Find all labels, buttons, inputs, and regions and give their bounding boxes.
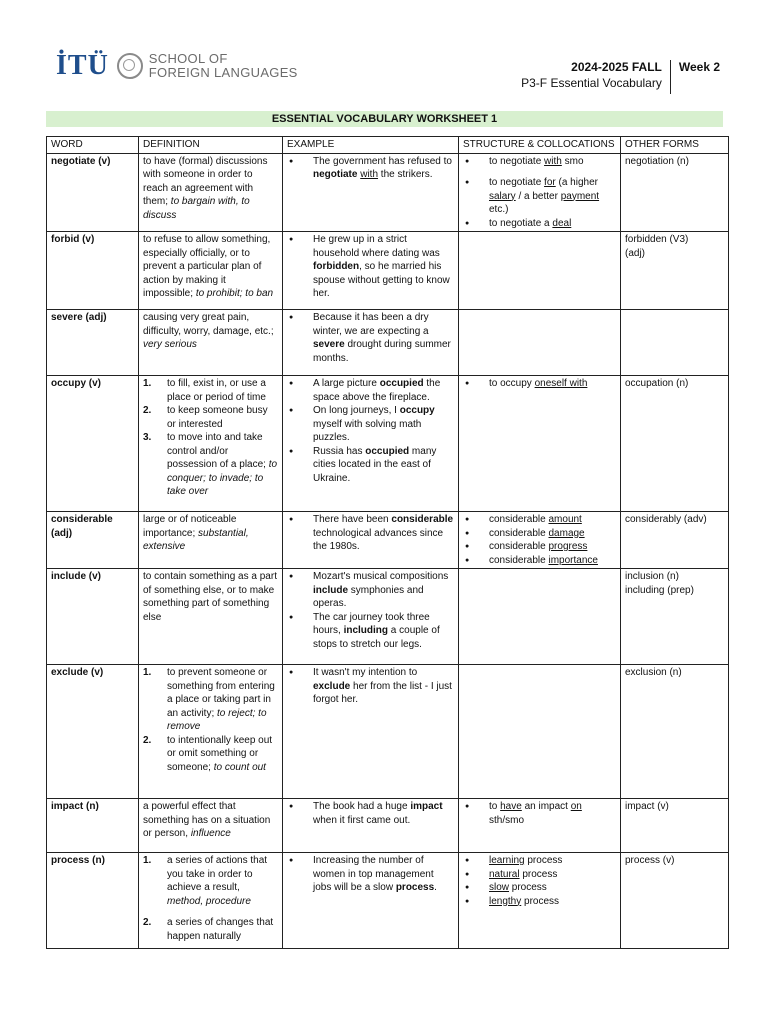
structure-cell bbox=[459, 153, 621, 232]
definition-item bbox=[143, 404, 278, 431]
other-forms-cell bbox=[621, 512, 729, 569]
word-cell: include (v) bbox=[47, 569, 139, 665]
definition-number: 1. bbox=[143, 855, 152, 866]
column-header-definition: DEFINITION bbox=[139, 137, 283, 154]
text-run: myself with solving math puzzles. bbox=[313, 418, 422, 443]
text-run: considerable bbox=[489, 554, 549, 566]
example-item-text bbox=[313, 570, 454, 611]
collocation-item bbox=[463, 895, 616, 909]
table-row bbox=[47, 512, 729, 569]
week-label: Week 2 bbox=[678, 60, 720, 74]
collocation-item-text bbox=[489, 881, 547, 895]
bullet-icon: ● bbox=[465, 884, 470, 891]
text-run: considerable bbox=[489, 514, 549, 525]
example-cell bbox=[283, 512, 459, 569]
bullet-icon: ● bbox=[289, 803, 294, 810]
other-form: including (prep) bbox=[625, 584, 694, 596]
definition-item-text bbox=[167, 431, 278, 499]
text-run: to keep someone busy or interested bbox=[167, 405, 268, 430]
example-item bbox=[287, 377, 454, 404]
text-run: He grew up in a strict household where dating was bbox=[313, 234, 440, 259]
text-run: deal bbox=[552, 217, 572, 229]
word-cell: exclude (v) bbox=[47, 665, 139, 799]
text-run: on bbox=[570, 801, 582, 812]
text-run: influence bbox=[190, 828, 231, 839]
text-run: process bbox=[519, 868, 558, 880]
example-item-text bbox=[313, 611, 454, 652]
structure-cell bbox=[459, 310, 621, 376]
bullet-icon: ● bbox=[289, 516, 294, 523]
table-row bbox=[47, 310, 729, 376]
other-form: (adj) bbox=[625, 247, 646, 259]
definition-item bbox=[143, 431, 278, 499]
example-cell bbox=[283, 569, 459, 665]
collocation-item bbox=[463, 554, 616, 568]
school-logo bbox=[56, 52, 298, 80]
text-run: drought during summer months. bbox=[313, 339, 451, 364]
collocation-item bbox=[463, 527, 616, 541]
text-run: salary bbox=[489, 190, 516, 202]
text-run: payment bbox=[560, 190, 600, 202]
text-run: including bbox=[343, 625, 389, 636]
text-run: damage bbox=[548, 527, 585, 539]
example-item bbox=[287, 666, 454, 707]
example-cell bbox=[283, 665, 459, 799]
example-item-text bbox=[313, 233, 454, 301]
text-run: process bbox=[524, 855, 563, 866]
bullet-icon: ● bbox=[465, 157, 470, 165]
text-run: a series of changes that happen naturally bbox=[167, 917, 274, 942]
text-run: sth/smo bbox=[489, 814, 525, 826]
vocabulary-table bbox=[46, 136, 729, 949]
text-run: to negotiate a bbox=[489, 217, 553, 229]
text-run: On long journeys, I bbox=[313, 405, 400, 416]
other-forms-cell bbox=[621, 376, 729, 512]
definition-item bbox=[143, 666, 278, 734]
table-row bbox=[47, 153, 729, 232]
definition-item bbox=[143, 377, 278, 404]
text-run: to bbox=[489, 801, 501, 812]
text-run: There have been bbox=[313, 514, 392, 525]
text-run: the space above the fireplace. bbox=[313, 378, 441, 403]
text-run: a series of actions that you take in order to achieve a result, bbox=[167, 855, 268, 893]
text-run: her from the list - I just forgot her. bbox=[313, 680, 452, 705]
text-run: very serious bbox=[143, 339, 197, 350]
example-item-text bbox=[313, 155, 454, 182]
word-cell: impact (n) bbox=[47, 799, 139, 853]
text-run: process bbox=[521, 895, 560, 907]
text-run: considerable bbox=[489, 541, 549, 552]
other-form: forbidden (V3) bbox=[625, 234, 689, 245]
text-run: have bbox=[500, 801, 522, 812]
text-run: to contain something as a part of something else, or to make something part of something else bbox=[143, 571, 277, 623]
collocation-item bbox=[463, 155, 616, 169]
text-run: slow bbox=[489, 882, 510, 893]
collocation-item bbox=[463, 881, 616, 895]
text-run: Because it has been a dry winter, we are expecting a bbox=[313, 312, 429, 337]
text-run: negotiate bbox=[313, 169, 358, 180]
bullet-icon: ● bbox=[465, 516, 470, 523]
table-row bbox=[47, 853, 729, 949]
example-item-text bbox=[313, 513, 454, 554]
text-run: to negotiate bbox=[489, 155, 545, 167]
table-row bbox=[47, 799, 729, 853]
table-row bbox=[47, 569, 729, 665]
text-run: to count out bbox=[213, 761, 266, 773]
text-run: natural bbox=[489, 868, 520, 880]
text-run: when it first came out. bbox=[313, 814, 411, 826]
collocation-item-text bbox=[489, 554, 598, 568]
collocation-item-text bbox=[489, 527, 585, 541]
example-item bbox=[287, 311, 454, 365]
other-forms-cell bbox=[621, 310, 729, 376]
table-body bbox=[47, 153, 729, 949]
text-run: to have (formal) discussions with someone in order to reach an agreement with them; bbox=[143, 155, 268, 207]
other-forms-cell bbox=[621, 569, 729, 665]
example-item bbox=[287, 800, 454, 827]
definition-cell bbox=[139, 310, 283, 376]
definition-cell bbox=[139, 512, 283, 569]
text-run: to prevent someone or something from entering a place or taking part in an activity; bbox=[167, 667, 275, 719]
definition-cell bbox=[139, 376, 283, 512]
text-run: It wasn't my intention to bbox=[313, 667, 418, 678]
other-forms-cell bbox=[621, 153, 729, 232]
bullet-icon: ● bbox=[465, 857, 470, 864]
collocation-item-text bbox=[489, 868, 557, 882]
word-cell: forbid (v) bbox=[47, 232, 139, 310]
bullet-icon: ● bbox=[289, 407, 294, 414]
logo-itu-text: İTÜ bbox=[56, 50, 109, 81]
structure-cell bbox=[459, 512, 621, 569]
example-item-text bbox=[313, 404, 454, 445]
column-header-word: WORD bbox=[47, 137, 139, 154]
collocation-item-text bbox=[489, 176, 616, 217]
course-label: P3-F Essential Vocabulary bbox=[521, 76, 662, 90]
definition-item-text bbox=[167, 666, 278, 734]
word-cell: process (n) bbox=[47, 853, 139, 949]
other-form: occupation (n) bbox=[625, 378, 689, 389]
definition-cell bbox=[139, 153, 283, 232]
bullet-icon: ● bbox=[465, 380, 470, 387]
structure-cell bbox=[459, 376, 621, 512]
collocation-item-text bbox=[489, 800, 616, 827]
text-run: , so he married his spouse without getting to know her. bbox=[313, 261, 450, 299]
text-run: The government has refused to bbox=[313, 155, 452, 167]
text-run: Increasing the number of women in top management jobs will be a slow bbox=[313, 855, 434, 893]
definition-number: 1. bbox=[143, 378, 152, 389]
text-run: to reject; to remove bbox=[167, 707, 267, 732]
bullet-icon: ● bbox=[289, 157, 294, 165]
collocation-item-text bbox=[489, 895, 559, 909]
school-name-line1: SCHOOL OF bbox=[148, 51, 228, 66]
text-run: occupied bbox=[365, 445, 410, 457]
example-cell bbox=[283, 310, 459, 376]
text-run: amount bbox=[548, 514, 582, 525]
other-form: considerably (adv) bbox=[625, 514, 707, 525]
table-header-row bbox=[47, 137, 729, 154]
collocation-item-text bbox=[489, 155, 584, 169]
text-run: to conquer; to invade; to take over bbox=[167, 459, 278, 497]
text-run: with bbox=[360, 169, 379, 180]
other-forms-cell bbox=[621, 665, 729, 799]
other-form: process (v) bbox=[625, 855, 675, 866]
term-block bbox=[521, 60, 671, 94]
text-run: to prohibit; to ban bbox=[195, 288, 274, 299]
word-cell: considerable (adj) bbox=[47, 512, 139, 569]
text-run: technological advances since the 1980s. bbox=[313, 527, 444, 552]
text-run: process bbox=[395, 882, 435, 893]
example-cell bbox=[283, 853, 459, 949]
collocation-item bbox=[463, 854, 616, 868]
bullet-icon: ● bbox=[289, 669, 294, 676]
text-run: with bbox=[544, 155, 562, 167]
bullet-icon: ● bbox=[465, 219, 470, 227]
definition-number: 2. bbox=[143, 405, 152, 416]
definition-cell bbox=[139, 853, 283, 949]
definition-number: 2. bbox=[143, 734, 152, 746]
definition-item-text bbox=[167, 377, 278, 404]
definition-item bbox=[143, 734, 278, 775]
structure-cell bbox=[459, 853, 621, 949]
text-run: oneself with bbox=[534, 378, 588, 389]
example-item bbox=[287, 233, 454, 301]
text-run: impact bbox=[410, 801, 443, 812]
text-run: many cities located in the east of Ukraine. bbox=[313, 445, 437, 484]
collocation-item bbox=[463, 540, 616, 554]
example-item bbox=[287, 854, 454, 895]
word-cell: negotiate (v) bbox=[47, 153, 139, 232]
text-run: causing very great pain, difficulty, worry, damage, etc.; bbox=[143, 312, 274, 337]
text-run: large or of noticeable importance; bbox=[143, 514, 237, 539]
bullet-icon: ● bbox=[289, 447, 294, 455]
collocation-item bbox=[463, 217, 616, 231]
definition-item-text bbox=[167, 916, 278, 943]
structure-cell bbox=[459, 569, 621, 665]
example-item bbox=[287, 570, 454, 611]
example-item-text bbox=[313, 445, 454, 486]
text-run: a powerful effect that something has on a situation or person, bbox=[143, 801, 271, 839]
column-header-structure: STRUCTURE & COLLOCATIONS bbox=[459, 137, 621, 154]
word-cell: severe (adj) bbox=[47, 310, 139, 376]
other-forms-cell bbox=[621, 853, 729, 949]
bullet-icon: ● bbox=[289, 573, 294, 580]
text-run: The car journey took three hours, bbox=[313, 611, 430, 636]
definition-item-text bbox=[167, 734, 278, 775]
collocation-item-text bbox=[489, 513, 582, 527]
structure-cell bbox=[459, 799, 621, 853]
example-item bbox=[287, 155, 454, 182]
table-row bbox=[47, 376, 729, 512]
text-run: smo bbox=[561, 155, 584, 167]
word-cell: occupy (v) bbox=[47, 376, 139, 512]
text-run: progress bbox=[548, 541, 588, 552]
example-item-text bbox=[313, 311, 454, 365]
example-item bbox=[287, 611, 454, 652]
table-row bbox=[47, 232, 729, 310]
other-form: impact (v) bbox=[625, 801, 669, 812]
text-run: process bbox=[509, 882, 547, 893]
example-item-text bbox=[313, 800, 454, 827]
text-run: to move into and take control and/or possession of a place; bbox=[167, 432, 269, 470]
text-run: learning bbox=[489, 855, 525, 866]
text-run: considerable bbox=[489, 527, 549, 539]
text-run: occupied bbox=[379, 378, 424, 389]
text-run: to bargain with, to discuss bbox=[143, 196, 250, 221]
example-cell bbox=[283, 232, 459, 310]
text-run: substantial, extensive bbox=[143, 527, 249, 552]
column-header-other-forms: OTHER FORMS bbox=[621, 137, 729, 154]
column-header-example: EXAMPLE bbox=[283, 137, 459, 154]
collocation-item-text bbox=[489, 377, 587, 391]
example-item-text bbox=[313, 377, 454, 404]
term-label: 2024-2025 FALL bbox=[571, 60, 662, 74]
text-run: lengthy bbox=[489, 895, 522, 907]
school-name bbox=[149, 52, 298, 80]
text-run: / a better bbox=[515, 190, 561, 202]
text-run: the strikers. bbox=[378, 169, 433, 180]
text-run: A large picture bbox=[313, 378, 380, 389]
definition-item-text bbox=[167, 404, 278, 431]
table-row bbox=[47, 665, 729, 799]
definition-number: 1. bbox=[143, 667, 152, 678]
example-item-text bbox=[313, 666, 454, 707]
text-run: for bbox=[544, 177, 556, 188]
bullet-icon: ● bbox=[465, 897, 470, 905]
bullet-icon: ● bbox=[465, 529, 470, 537]
other-form: negotiation (n) bbox=[625, 155, 689, 167]
definition-number: 2. bbox=[143, 917, 152, 928]
example-cell bbox=[283, 376, 459, 512]
page-header bbox=[0, 0, 768, 108]
text-run: to refuse to allow something, especially officially, or to prevent a particular plan of action by making it impossible; bbox=[143, 234, 271, 299]
text-run: a couple of stops to stretch our legs. bbox=[313, 625, 440, 650]
collocation-item-text bbox=[489, 854, 562, 868]
example-cell bbox=[283, 153, 459, 232]
bullet-icon: ● bbox=[289, 857, 294, 864]
bullet-icon: ● bbox=[465, 803, 470, 810]
definition-cell bbox=[139, 799, 283, 853]
bullet-icon: ● bbox=[465, 870, 470, 878]
text-run: The book had a huge bbox=[313, 801, 411, 812]
text-run: Mozart's musical compositions bbox=[313, 571, 449, 582]
definition-item bbox=[143, 854, 278, 908]
text-run: symphonies and operas. bbox=[313, 584, 424, 609]
example-item bbox=[287, 404, 454, 445]
text-run: to occupy bbox=[489, 378, 535, 389]
other-forms-cell bbox=[621, 232, 729, 310]
example-item bbox=[287, 445, 454, 486]
text-run: . bbox=[434, 882, 437, 893]
text-run: include bbox=[313, 584, 349, 596]
other-forms-cell bbox=[621, 799, 729, 853]
collocation-item bbox=[463, 513, 616, 527]
text-run: method, procedure bbox=[167, 895, 251, 907]
definition-cell bbox=[139, 665, 283, 799]
collocation-item-text bbox=[489, 540, 587, 554]
school-name-line2: FOREIGN LANGUAGES bbox=[148, 65, 298, 80]
text-run: occupy bbox=[399, 405, 435, 416]
collocation-item-text bbox=[489, 217, 571, 231]
text-run: etc.) bbox=[489, 204, 509, 215]
bullet-icon: ● bbox=[465, 556, 470, 564]
structure-cell bbox=[459, 232, 621, 310]
text-run: importance bbox=[548, 554, 598, 566]
bullet-icon: ● bbox=[289, 236, 294, 243]
definition-cell bbox=[139, 232, 283, 310]
university-seal-icon bbox=[117, 53, 143, 79]
collocation-item bbox=[463, 377, 616, 391]
bullet-icon: ● bbox=[289, 380, 294, 387]
text-run: Russia has bbox=[313, 445, 366, 457]
text-run: severe bbox=[313, 339, 345, 350]
definition-item-text bbox=[167, 854, 278, 908]
bullet-icon: ● bbox=[289, 314, 294, 321]
definition-item bbox=[143, 916, 278, 943]
worksheet-title: ESSENTIAL VOCABULARY WORKSHEET 1 bbox=[46, 111, 723, 127]
text-run: an impact bbox=[521, 801, 571, 812]
bullet-icon: ● bbox=[465, 179, 470, 186]
example-item bbox=[287, 513, 454, 554]
definition-number: 3. bbox=[143, 432, 152, 443]
collocation-item bbox=[463, 800, 616, 827]
text-run: (a higher bbox=[555, 177, 598, 188]
other-form: exclusion (n) bbox=[625, 667, 682, 678]
text-run: forbidden bbox=[313, 261, 360, 272]
text-run: considerable bbox=[391, 514, 454, 525]
example-item-text bbox=[313, 854, 454, 895]
structure-cell bbox=[459, 665, 621, 799]
definition-cell bbox=[139, 569, 283, 665]
text-run: to fill, exist in, or use a place or period of time bbox=[167, 378, 266, 403]
bullet-icon: ● bbox=[465, 543, 470, 550]
text-run: exclude bbox=[313, 680, 351, 692]
collocation-item bbox=[463, 176, 616, 217]
header-info bbox=[521, 60, 720, 94]
collocation-item bbox=[463, 868, 616, 882]
text-run: to negotiate bbox=[489, 177, 545, 188]
text-run: to intentionally keep out or omit something or someone; bbox=[167, 734, 273, 773]
other-form: inclusion (n) bbox=[625, 571, 679, 582]
bullet-icon: ● bbox=[289, 613, 294, 621]
example-cell bbox=[283, 799, 459, 853]
